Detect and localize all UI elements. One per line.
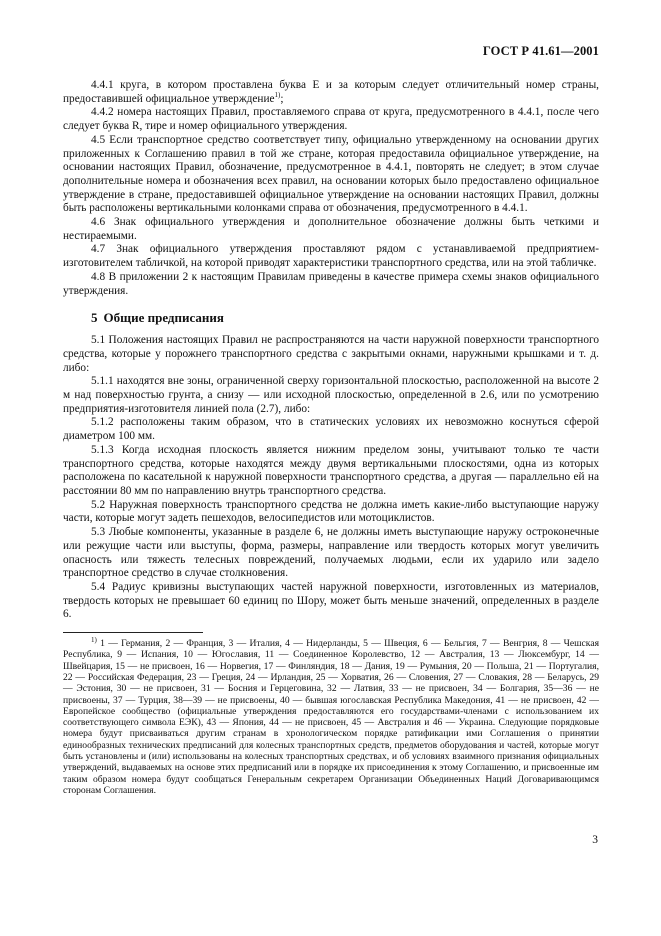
clause-text: 4.4.1 круга, в котором проставлена буква E и за которым следует отличительный номер страны, предоставившей официальное утверждение [63,79,599,105]
section-title: Общие предписания [103,310,224,326]
clause-text: 5.4 Радиус кривизны выступающих частей наружной поверхности, изготовленных из материалов, твердость которых не превышает 60 единиц по Шору, может быть меньше значений, определенных в разделе 6. [63,580,599,621]
footnote-reference: 1) [274,90,281,99]
clause-paragraph [63,134,599,216]
clause-paragraph [63,526,599,581]
clause-paragraph [63,499,599,526]
clause-paragraph [63,243,599,270]
clause-paragraph [63,106,599,133]
clause-text: 4.6 Знак официального утверждения и дополнительное обозначение должны быть четкими и нестираемыми. [63,216,599,242]
footnote-text: 1 — Германия, 2 — Франция, 3 — Италия, 4 — Нидерланды, 5 — Швеция, 6 — Бельгия, 7 — Венгрия, 8 — Чешская Республика, 9 — Испания, 10 — Югославия, 11 — Соединенное Королевство, 12 — Австралия, 13 — Люксембург, 14 — Швейцария, 15 — не присвоен, 16 — Норвегия, 17 — Финляндия, 18 — Дания, 19 — Румыния, 20 — Польша, 21 — Португалия, 22 — Российская Федерация, 23 — Греция, 24 — Ирландия, 25 — Хорватия, 26 — Словения, 27 — Словакия, 28 — Беларусь, 29 — Эстония, 30 — не присвоен, 31 — Босния и Герцеговина, 32 — Латвия, 33 — не присвоен, 34 — Болгария, 35—36 — не присвоены, 37 — Турция, 38—39 — не присвоены, 40 — бывшая югославская Республика Македония, 41 — не присвоен, 42 — Европейское сообщество (официальные утверждения предоставляются его государствами-членами с использованием их соответствующего символа ЕЭК), 43 — Япония, 44 — не присвоен, 45 — Австралия и 46 — Украина. Следующие порядковые номера будут присваиваться другим странам в хронологическом порядке ратификации ими Соглашения о принятии единообразных технических предписаний для колесных транспортных средств, предметов оборудования и частей, которые могут быть установлены и (или) использованы на колесных транспортных средствах, и об условиях взаимного признания официальных утверждений, выдаваемых на основе этих предписаний или в порядке их присоединения к этому Соглашению, и присвоенные им таким образом номера будут сообщаться Генеральным секретарем Организации Объединенных Наций Договаривающимся сторонам Соглашения. [63,638,599,796]
section-heading [91,310,599,326]
clause-paragraph [63,79,599,106]
clause-text: 5.1.1 находятся вне зоны, ограниченной сверху горизонтальной плоскостью, расположенной на высоте 2 м над поверхностью грунта, а снизу — или исходной плоскостью, определенной в 2.6, или по усмотрению предприятия-изготовителя линией пола (2.7), либо: [63,375,599,415]
footnote-marker: 1) [91,635,97,644]
clause-text: 5.1.2 расположены таким образом, что в статических условиях их невозможно коснуться сферой диаметром 100 мм. [63,416,599,443]
clause-text: 4.4.2 номера настоящих Правил, проставляемого справа от круга, предусмотренного в 4.4.1, после чего следует буква R, тире и номер официального утверждения. [63,106,599,133]
clause-text: 4.8 В приложении 2 к настоящим Правилам приведены в качестве примера схемы знаков официального утверждения. [63,270,599,297]
clause-paragraph [63,216,599,243]
clause-text: 4.5 Если транспортное средство соответствует типу, официально утвержденному на основании других приложенных к Соглашению правил в той же стране, которая предоставила официальное утверждение, на основании настоящих Правил, обозначение, предусмотренное в 4.4.1, повторять не следует; в этом случае дополнительные номера и обозначения всех правил, на основании которых было предоставлено официальное утверждение в стране, предоставившей официальное утверждение на основании настоящих Правил, должны быть расположены вертикальными колонками справа от обозначения, предусмотренного в 4.4.1. [63,133,599,215]
clause-paragraph [63,271,599,298]
clause-paragraph [63,581,599,622]
section-number: 5 [91,310,98,326]
clause-list-4 [63,79,599,298]
clause-text: 5.1 Положения настоящих Правил не распространяются на части наружной поверхности транспортного средства, которые у порожнего транспортного средства с закрытыми окнами, наружными крышками и т. д. либо: [63,334,599,374]
footnote-divider [63,632,203,633]
document-header: ГОСТ Р 41.61—2001 [482,44,599,58]
clause-text: 5.2 Наружная поверхность транспортного средства не должна иметь какие-либо выступающие наружу части, которые могут задеть пешеходов, велосипедистов или мотоциклистов. [63,498,599,525]
clause-tail: ; [280,92,284,105]
clause-paragraph [63,416,599,443]
page-number: 3 [592,834,598,846]
footnote [63,635,599,796]
clause-text: 4.7 Знак официального утверждения проставляют рядом с устанавливаемой предприятием-изготовителем табличкой, на которой приводят характеристики транспортного средства, или на этой табличке. [63,243,599,270]
clause-text: 5.1.3 Когда исходная плоскость является нижним пределом зоны, учитывают только те части транспортного средства, которые находятся между двумя вертикальными плоскостями, одна из которых расположена по касательной к наружной поверхности транспортного средства, а другая — параллельно ей на расстоянии 80 мм по направлению внутрь транспортного средства. [63,443,599,497]
clause-paragraph [63,444,599,499]
clause-paragraph [63,375,599,416]
clause-text: 5.3 Любые компоненты, указанные в разделе 6, не должны иметь выступающие наружу остроконечные или режущие части или выступы, форма, размеры, направление или твердость которых могут увеличить опасность или тяжесть телесных повреждений, получаемых людьми, если их ударило или задело транспортное средство в случае столкновения. [63,526,599,580]
clause-paragraph [63,334,599,375]
page-body [63,79,599,796]
clause-list-5 [63,334,599,622]
